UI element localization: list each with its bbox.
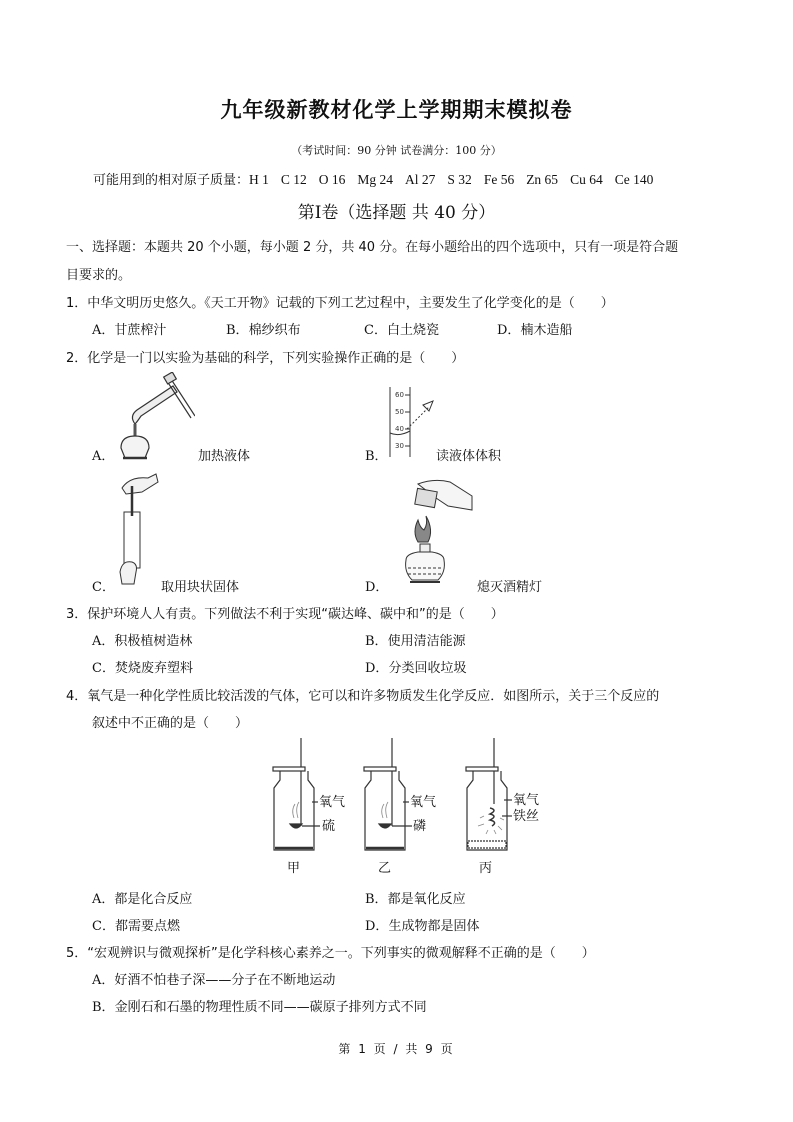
mass-item: Zn 65 (526, 172, 559, 187)
q2-option-c[interactable]: C． (92, 580, 115, 595)
q5-option-a[interactable]: A．好酒不怕巷子深——分子在不断地运动 (92, 973, 336, 988)
question-3 (66, 603, 504, 622)
question-4 (66, 685, 659, 704)
jar-1-substance-label: 硫 (322, 819, 336, 834)
adding-solid-figure (112, 472, 182, 587)
question-stem: 氧气是一种化学性质比较活泼的气体，它可以和许多物质发生化学反应．如图所示，关于三个反应的 (87, 689, 660, 704)
q4-option-c[interactable]: C．都需要点燃 (92, 919, 180, 934)
question-4-line-2: 叙述中不正确的是（ ） (92, 716, 249, 731)
instructions-line-1: 一、选择题：本题共 20 个小题，每小题 2 分，共 40 分。在每小题给出的四个选项中，只有一项是符合题 (66, 240, 679, 255)
svg-text:40: 40 (395, 425, 404, 433)
q2-option-b[interactable]: B． (365, 449, 388, 464)
jar-2-gas-label: 氧气 (410, 795, 437, 810)
jar-2-caption: 乙 (378, 861, 392, 876)
question-stem: 化学是一门以实验为基础的科学，下列实验操作正确的是（ ） (87, 351, 465, 366)
q3-option-b[interactable]: B．使用清洁能源 (365, 634, 466, 649)
question-number: 1． (66, 296, 88, 311)
q1-option-b[interactable]: B．棉纱织布 (226, 323, 301, 338)
q1-option-d[interactable]: D．楠木造船 (497, 323, 573, 338)
jar-3-caption: 丙 (479, 861, 493, 876)
question-stem: 保护环境人人有责。下列做法不利于实现“碳达峰、碳中和”的是（ ） (87, 607, 504, 622)
page-indicator: 第 1 页 / 共 9 页 (338, 1042, 455, 1056)
atomic-masses (93, 169, 665, 188)
instructions-line-2: 目要求的。 (66, 268, 132, 283)
q3-option-a[interactable]: A．积极植树造林 (92, 634, 193, 649)
heating-liquid-figure (115, 372, 195, 462)
mass-item: Cu 64 (570, 172, 603, 187)
gas-jars-figure (262, 738, 562, 880)
svg-text:60: 60 (395, 391, 404, 399)
mass-item: Mg 24 (357, 172, 394, 187)
jar-3-substance-label: 铁丝 (513, 809, 540, 824)
q3-option-c[interactable]: C．焚烧废弃塑料 (92, 661, 193, 676)
q1-option-c[interactable]: C．白土烧瓷 (364, 323, 439, 338)
question-stem: 中华文明历史悠久。《天工开物》记载的下列工艺过程中，主要发生了化学变化的是（ ） (87, 296, 614, 311)
jar-1-gas-label: 氧气 (319, 795, 346, 810)
mass-item: Fe 56 (483, 172, 515, 187)
svg-text:50: 50 (395, 408, 404, 416)
q4-option-a[interactable]: A．都是化合反应 (92, 892, 193, 907)
svg-text:30: 30 (395, 442, 404, 450)
exam-title: 九年级新教材化学上学期期末模拟卷 (220, 98, 573, 122)
mass-item: O 16 (318, 172, 346, 187)
q2-option-a[interactable]: A． (92, 449, 115, 464)
question-stem: “宏观辨识与微观探析”是化学科核心素养之一。下列事实的微观解释不正确的是（ ） (87, 946, 595, 961)
jar-3-gas-label: 氧气 (513, 793, 540, 808)
jar-iron-wire (466, 738, 512, 850)
q4-option-d[interactable]: D．生成物都是固体 (365, 919, 480, 934)
question-number: 5． (66, 946, 88, 961)
mass-item: S 32 (447, 172, 472, 187)
q2-option-b-caption: 读液体体积 (436, 449, 502, 464)
q2-option-d[interactable]: D． (365, 580, 389, 595)
masses-label: 可能用到的相对原子质量： (93, 173, 250, 188)
q1-option-a[interactable]: A．甘蔗榨汁 (92, 323, 167, 338)
question-2 (66, 347, 464, 366)
extinguish-lamp-figure (388, 476, 488, 591)
question-number: 2． (66, 351, 88, 366)
question-1 (66, 292, 614, 311)
q2-option-c-caption: 取用块状固体 (161, 580, 240, 595)
q2-option-d-caption: 熄灭酒精灯 (477, 580, 543, 595)
question-5 (66, 942, 595, 961)
jar-phosphorus (364, 738, 412, 850)
mass-item: Al 27 (405, 172, 436, 187)
q4-option-b[interactable]: B．都是氧化反应 (365, 892, 466, 907)
jar-2-substance-label: 磷 (413, 819, 427, 834)
q2-option-a-caption: 加热液体 (198, 449, 251, 464)
jar-sulfur (273, 738, 320, 850)
question-number: 3． (66, 607, 88, 622)
q5-option-b[interactable]: B．金刚石和石墨的物理性质不同——碳原子排列方式不同 (92, 1000, 427, 1015)
mass-item: H 1 (249, 172, 269, 187)
exam-info: （考试时间：90 分钟 试卷满分：100 分） (291, 144, 502, 157)
jar-1-caption: 甲 (287, 861, 301, 876)
mass-item: Ce 140 (614, 172, 654, 187)
question-number: 4． (66, 689, 88, 704)
section-title: 第Ⅰ卷（选择题 共 40 分） (297, 203, 496, 223)
q3-option-d[interactable]: D．分类回收垃圾 (365, 661, 467, 676)
mass-item: C 12 (280, 172, 307, 187)
